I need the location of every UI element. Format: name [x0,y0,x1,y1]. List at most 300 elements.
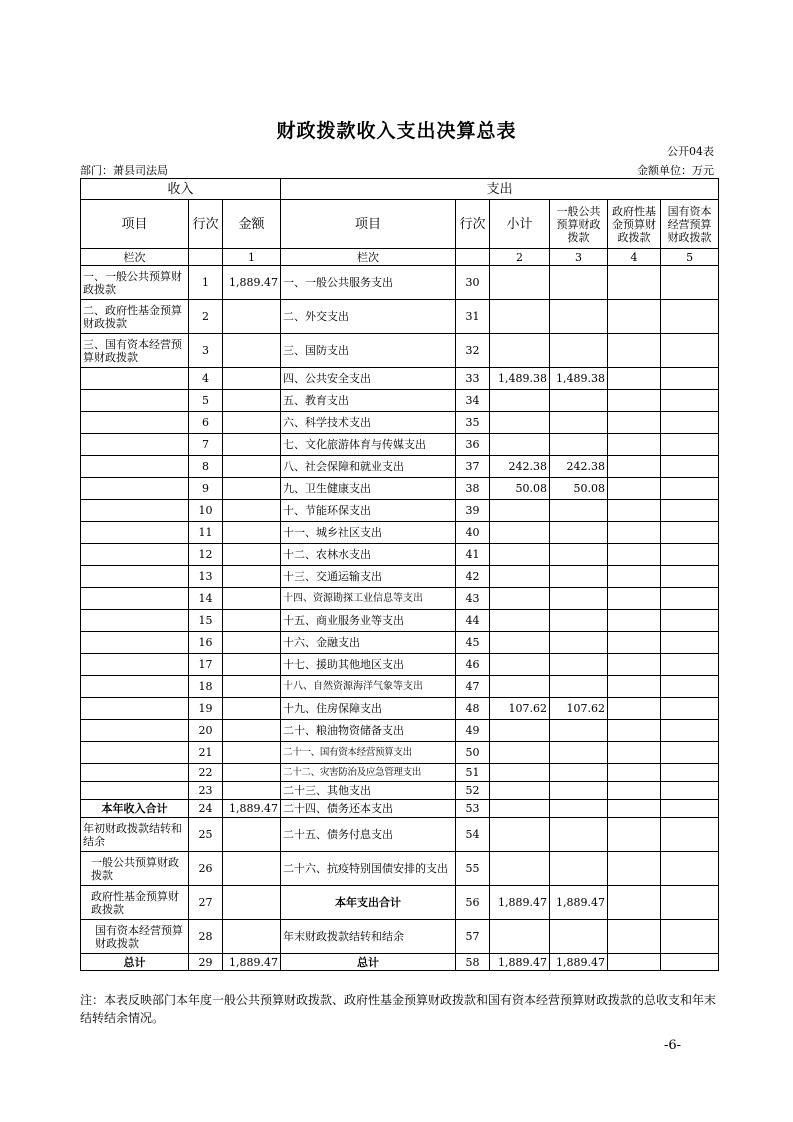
income-amount [223,782,281,800]
general-budget-value: 1,889.47 [550,954,608,971]
income-amount [223,764,281,782]
income-item [81,764,189,782]
expense-item: 二十一、国有资本经营预算支出 [281,742,456,764]
income-row-no: 8 [189,456,223,478]
subtotal-value [490,334,550,368]
expense-row-no: 52 [456,782,490,800]
table-row [81,920,719,954]
income-amount [223,300,281,334]
table-row [81,742,719,764]
col-number-3: 3 [550,249,608,266]
gov-fund-value [608,632,661,654]
expense-row-no: 42 [456,566,490,588]
expense-row-no: 48 [456,698,490,720]
state-capital-value [661,390,719,412]
state-capital-value [661,818,719,852]
table-row [81,334,719,368]
subtotal-value [490,266,550,300]
state-capital-value [661,478,719,500]
income-item [81,610,189,632]
col-label: 栏次 [81,249,189,266]
col-number-4: 4 [608,249,661,266]
expense-item-header: 项目 [281,200,456,249]
income-item: 一、一般公共预算财政拨款 [81,266,189,300]
expense-item: 十九、住房保障支出 [281,698,456,720]
subtotal-value: 242.38 [490,456,550,478]
income-row-no: 26 [189,852,223,886]
income-item: 一般公共预算财政拨款 [81,852,189,886]
income-item [81,654,189,676]
income-row-no: 22 [189,764,223,782]
income-amount [223,654,281,676]
general-budget-value [550,800,608,818]
income-row-no: 20 [189,720,223,742]
subtotal-value [490,676,550,698]
income-amount [223,742,281,764]
table-row [81,412,719,434]
form-number: 公开04表 [667,145,714,158]
subtotal-value: 1,489.38 [490,368,550,390]
income-item: 国有资本经营预算财政拨款 [81,920,189,954]
table-row [81,390,719,412]
table-row [81,266,719,300]
income-row-no: 4 [189,368,223,390]
income-amount [223,818,281,852]
expense-row-no: 50 [456,742,490,764]
income-row-no: 29 [189,954,223,971]
income-item [81,742,189,764]
income-amount [223,522,281,544]
gov-fund-value [608,852,661,886]
income-amount: 1,889.47 [223,954,281,971]
expense-item: 三、国防支出 [281,334,456,368]
state-capital-value [661,434,719,456]
income-row-no: 28 [189,920,223,954]
expense-header: 支出 [281,179,719,200]
subtotal-value: 1,889.47 [490,954,550,971]
income-row-no: 3 [189,334,223,368]
subtotal-value [490,522,550,544]
income-item: 本年收入合计 [81,800,189,818]
state-capital-value [661,334,719,368]
expense-row-no: 34 [456,390,490,412]
unit-label: 金额单位：万元 [637,164,714,177]
expense-row-no: 58 [456,954,490,971]
income-amount [223,334,281,368]
expense-row-no: 37 [456,456,490,478]
gov-fund-value [608,676,661,698]
income-item [81,368,189,390]
general-budget-value: 242.38 [550,456,608,478]
income-amount [223,544,281,566]
income-item [81,588,189,610]
gov-fund-value [608,566,661,588]
general-budget-value [550,676,608,698]
expense-row-no: 47 [456,676,490,698]
expense-rowno-header: 行次 [456,200,490,249]
general-budget-value [550,412,608,434]
gov-fund-value [608,390,661,412]
income-row-no: 14 [189,588,223,610]
table-row [81,478,719,500]
gov-fund-value [608,698,661,720]
income-amount [223,886,281,920]
fiscal-summary-table [80,178,719,971]
table-row [81,500,719,522]
gov-fund-value [608,544,661,566]
state-capital-value [661,632,719,654]
subtotal-value [490,500,550,522]
state-capital-value [661,782,719,800]
subtotal-value [490,544,550,566]
income-amount [223,412,281,434]
state-capital-value [661,300,719,334]
income-item [81,720,189,742]
gov-fund-value [608,412,661,434]
income-item: 年初财政拨款结转和结余 [81,818,189,852]
income-item: 政府性基金预算财政拨款 [81,886,189,920]
gov-fund-value [608,654,661,676]
expense-row-no: 31 [456,300,490,334]
subtotal-value [490,610,550,632]
expense-item: 一、一般公共服务支出 [281,266,456,300]
income-amount [223,632,281,654]
gov-fund-value [608,500,661,522]
expense-item: 十一、城乡社区支出 [281,522,456,544]
income-header: 收入 [81,179,281,200]
state-capital-value [661,852,719,886]
gov-fund-value [608,764,661,782]
gov-fund-value [608,818,661,852]
expense-row-no: 55 [456,852,490,886]
state-capital-value [661,566,719,588]
table-row [81,300,719,334]
income-row-no: 12 [189,544,223,566]
income-row-no: 18 [189,676,223,698]
expense-item: 二十六、抗疫特别国债安排的支出 [281,852,456,886]
subtotal-value [490,390,550,412]
table-row [81,782,719,800]
income-amount [223,500,281,522]
expense-item: 二十、粮油物资储备支出 [281,720,456,742]
state-capital-value [661,266,719,300]
general-budget-value [550,742,608,764]
general-budget-value [550,818,608,852]
expense-row-no: 45 [456,632,490,654]
income-row-no: 5 [189,390,223,412]
gov-fund-value [608,610,661,632]
income-amount [223,390,281,412]
general-budget-value [550,334,608,368]
expense-item: 十八、自然资源海洋气象等支出 [281,676,456,698]
gov-fund-value [608,266,661,300]
expense-row-no: 30 [456,266,490,300]
expense-row-no: 51 [456,764,490,782]
income-item [81,478,189,500]
general-budget-value [550,764,608,782]
subtotal-value: 107.62 [490,698,550,720]
general-budget-value: 1,489.38 [550,368,608,390]
gov-fund-value [608,800,661,818]
subtotal-value [490,782,550,800]
income-row-no: 16 [189,632,223,654]
gov-fund-value [608,334,661,368]
table-row [81,800,719,818]
expense-row-no: 36 [456,434,490,456]
expense-row-no: 54 [456,818,490,852]
state-capital-value [661,764,719,782]
expense-item: 二十二、灾害防治及应急管理支出 [281,764,456,782]
income-row-no: 25 [189,818,223,852]
expense-item: 二十三、其他支出 [281,782,456,800]
gov-fund-value [608,456,661,478]
income-item: 总计 [81,954,189,971]
income-item [81,522,189,544]
gov-fund-value [608,720,661,742]
expense-row-no: 35 [456,412,490,434]
table-row [81,632,719,654]
general-budget-value: 107.62 [550,698,608,720]
general-budget-value [550,920,608,954]
expense-row-no: 33 [456,368,490,390]
subtotal-value [490,920,550,954]
expense-row-no: 32 [456,334,490,368]
general-budget-value [550,522,608,544]
expense-row-no: 49 [456,720,490,742]
general-budget-value [550,266,608,300]
page-number: -6- [664,1038,682,1053]
state-capital-value [661,676,719,698]
expense-item: 八、社会保障和就业支出 [281,456,456,478]
general-budget-value: 1,889.47 [550,886,608,920]
expense-item: 二十五、债务付息支出 [281,818,456,852]
state-capital-value [661,742,719,764]
subtotal-value [490,764,550,782]
expense-item: 五、教育支出 [281,390,456,412]
table-row [81,610,719,632]
col-number-5: 5 [661,249,719,266]
gov-fund-value [608,478,661,500]
expense-item: 十四、资源勘探工业信息等支出 [281,588,456,610]
subtotal-value [490,720,550,742]
table-row [81,544,719,566]
general-budget-value [550,852,608,886]
expense-item: 十三、交通运输支出 [281,566,456,588]
income-row-no: 17 [189,654,223,676]
expense-item: 十七、援助其他地区支出 [281,654,456,676]
expense-item: 十、节能环保支出 [281,500,456,522]
table-row [81,434,719,456]
state-capital-value [661,368,719,390]
table-row [81,522,719,544]
income-item [81,500,189,522]
table-row [81,588,719,610]
income-row-no: 24 [189,800,223,818]
col-number-1: 1 [223,249,281,266]
state-capital-value [661,456,719,478]
income-row-no: 15 [189,610,223,632]
income-row-no: 6 [189,412,223,434]
expense-item: 十五、商业服务业等支出 [281,610,456,632]
table-row [81,566,719,588]
expense-row-no: 38 [456,478,490,500]
gov-fund-value [608,954,661,971]
subtotal-value: 1,889.47 [490,886,550,920]
expense-row-no: 39 [456,500,490,522]
gov-fund-value [608,742,661,764]
table-row [81,698,719,720]
state-capital-value [661,886,719,920]
income-item [81,676,189,698]
expense-row-no: 41 [456,544,490,566]
income-item [81,782,189,800]
income-item [81,698,189,720]
general-budget-value [550,632,608,654]
income-item [81,456,189,478]
general-budget-value [550,544,608,566]
income-row-no: 7 [189,434,223,456]
subtotal-value [490,632,550,654]
income-amount-header: 金额 [223,200,281,249]
income-amount [223,720,281,742]
gov-fund-value [608,588,661,610]
expense-row-no: 53 [456,800,490,818]
general-budget-value [550,720,608,742]
income-amount [223,456,281,478]
expense-item: 十六、金融支出 [281,632,456,654]
expense-item: 九、卫生健康支出 [281,478,456,500]
table-row [81,818,719,852]
income-amount: 1,889.47 [223,266,281,300]
subtotal-value [490,800,550,818]
col-blank [189,249,223,266]
subtotal-value [490,588,550,610]
income-row-no: 9 [189,478,223,500]
income-amount [223,566,281,588]
state-capital-value [661,920,719,954]
income-row-no: 21 [189,742,223,764]
table-row [81,456,719,478]
state-capital-value [661,500,719,522]
gov-fund-value [608,886,661,920]
state-capital-value [661,588,719,610]
subtotal-value [490,654,550,676]
expense-row-no: 57 [456,920,490,954]
income-amount [223,588,281,610]
col-blank-2 [456,249,490,266]
income-amount [223,920,281,954]
general-budget-value [550,654,608,676]
table-row [81,720,719,742]
income-amount [223,676,281,698]
table-row [81,368,719,390]
income-amount [223,478,281,500]
table-row [81,764,719,782]
state-capital-value [661,720,719,742]
income-row-no: 13 [189,566,223,588]
expense-row-no: 46 [456,654,490,676]
general-budget-value [550,566,608,588]
income-item [81,390,189,412]
expense-item: 本年支出合计 [281,886,456,920]
expense-item: 二、外交支出 [281,300,456,334]
expense-item: 年末财政拨款结转和结余 [281,920,456,954]
state-capital-value [661,412,719,434]
gov-fund-value [608,300,661,334]
income-amount: 1,889.47 [223,800,281,818]
subtotal-value [490,566,550,588]
income-amount [223,698,281,720]
state-capital-value [661,522,719,544]
income-rowno-header: 行次 [189,200,223,249]
general-budget-value [550,390,608,412]
income-item [81,412,189,434]
income-row-no: 23 [189,782,223,800]
income-amount [223,852,281,886]
table-row [81,654,719,676]
expense-item: 总计 [281,954,456,971]
subtotal-value [490,300,550,334]
footnote: 注：本表反映部门本年度一般公共预算财政拨款、政府性基金预算财政拨款和国有资本经营预算财政拨款的总收支和年末结转结余情况。 [80,993,717,1025]
state-capital-value [661,800,719,818]
income-item: 三、国有资本经营预算财政拨款 [81,334,189,368]
state-capital-header: 国有资本经营预算财政拨款 [661,200,719,249]
income-amount [223,368,281,390]
expense-row-no: 44 [456,610,490,632]
gov-fund-value [608,368,661,390]
general-budget-value [550,588,608,610]
state-capital-value [661,954,719,971]
table-row [81,852,719,886]
income-amount [223,610,281,632]
expense-item: 四、公共安全支出 [281,368,456,390]
income-row-no: 19 [189,698,223,720]
gov-fund-header: 政府性基金预算财政拨款 [608,200,661,249]
page-title: 财政拨款收入支出决算总表 [276,120,517,142]
gov-fund-value [608,522,661,544]
col-number-2: 2 [490,249,550,266]
income-item [81,632,189,654]
table-row [81,954,719,971]
subtotal-value [490,412,550,434]
subtotal-value [490,818,550,852]
expense-row-no: 56 [456,886,490,920]
subtotal-header: 小计 [490,200,550,249]
general-budget-value [550,300,608,334]
income-row-no: 1 [189,266,223,300]
income-row-no: 10 [189,500,223,522]
income-item [81,566,189,588]
general-budget-header: 一般公共预算财政拨款 [550,200,608,249]
subtotal-value [490,852,550,886]
expense-item: 七、文化旅游体育与传媒支出 [281,434,456,456]
state-capital-value [661,654,719,676]
income-item-header: 项目 [81,200,189,249]
expense-item: 二十四、债务还本支出 [281,800,456,818]
income-row-no: 27 [189,886,223,920]
subtotal-value: 50.08 [490,478,550,500]
income-item: 二、政府性基金预算财政拨款 [81,300,189,334]
gov-fund-value [608,782,661,800]
income-amount [223,434,281,456]
table-row [81,676,719,698]
state-capital-value [661,544,719,566]
income-row-no: 11 [189,522,223,544]
state-capital-value [661,698,719,720]
expense-item: 十二、农林水支出 [281,544,456,566]
income-item [81,434,189,456]
general-budget-value: 50.08 [550,478,608,500]
